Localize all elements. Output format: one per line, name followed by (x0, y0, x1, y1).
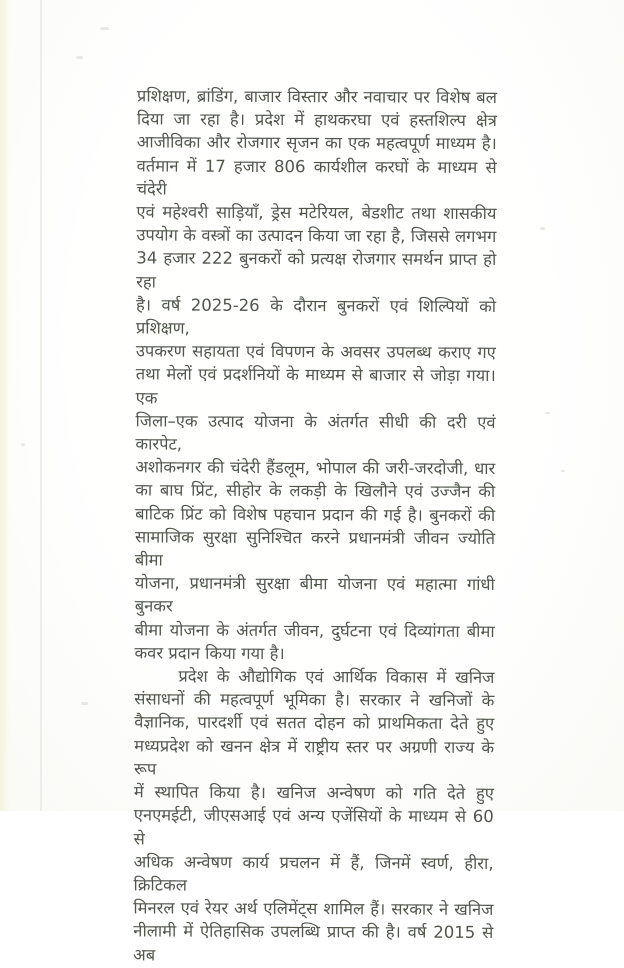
text-line: मिनरल एवं रेयर अर्थ एलिमेंट्स शामिल हैं। सरकार ने खनिज (133, 898, 494, 920)
text-line: में स्थापित किया है। खनिज अन्वेषण को गति देते हुए (133, 782, 494, 804)
text-line: वर्तमान में 17 हजार 806 कार्यशील करघों के माध्यम से चंदेरी (136, 156, 497, 199)
text-line: का बाघ प्रिंट, सीहोर के लकड़ी के खिलौने एवं उज्जैन की (135, 480, 496, 502)
text-line: अधिक अन्वेषण कार्य प्रचलन में हैं, जिनमें स्वर्ण, हीरा, क्रिटिकल (133, 852, 494, 895)
scan-speck (561, 470, 565, 472)
scan-speck (21, 443, 25, 446)
text-line: मध्यप्रदेश को खनन क्षेत्र में राष्ट्रीय स्तर पर अग्रणी राज्य के रूप (133, 736, 495, 779)
text-line: एवं महेश्वरी साड़ियाँ, ड्रेस मटेरियल, बेडशीट तथा शासकीय (136, 202, 497, 224)
scan-speck (545, 412, 550, 414)
text-line: आजीविका और रोजगार सृजन का एक महत्वपूर्ण माध्यम है। (136, 132, 497, 154)
text-line: जिला–एक उत्पाद योजना के अंतर्गत सीधी की दरी एवं कारपेट, (135, 411, 496, 454)
text-line: उपकरण सहायता एवं विपणन के अवसर उपलब्ध कराए गए (135, 341, 496, 363)
scan-edge-strip (0, 0, 9, 811)
text-line: योजना, प्रधानमंत्री सुरक्षा बीमा योजना एवं महात्मा गांधी बुनकर (134, 573, 495, 617)
text-line: प्रशिक्षण, ब्रांडिंग, बाजार विस्तार और नवाचार पर विशेष बल (136, 86, 497, 107)
text-line: बीमा योजना के अंतर्गत जीवन, दुर्घटना एवं दिव्यांगता बीमा (134, 620, 495, 641)
text-line: अशोकनगर की चंदेरी हैंडलूम, भोपाल की जरी-जरदोजी, धार (135, 457, 496, 479)
text-line: तथा मेलों एवं प्रदर्शनियों के माध्यम से बाजार से जोड़ा गया। एक (135, 364, 496, 408)
scan-speck (76, 56, 83, 59)
paragraph-handloom-handicraft (134, 84, 497, 666)
text-line: वैज्ञानिक, पारदर्शी एवं सतत दोहन को प्राथमिकता देते हुए (134, 712, 495, 734)
text-line: दिया जा रहा है। प्रदेश में हाथकरघा एवं हस्तशिल्प क्षेत्र (136, 109, 497, 131)
text-line: कवर प्रदान किया गया है। (134, 643, 285, 663)
scan-fold-line (40, 0, 42, 811)
scan-speck (81, 702, 88, 705)
text-line: नीलामी में ऐतिहासिक उपलब्धि प्राप्त की है। वर्ष 2015 से अब (133, 921, 494, 965)
text-line: 34 हजार 222 बुनकरों को प्रत्यक्ष रोजगार समर्थन प्राप्त हो रहा (136, 248, 497, 292)
document-text (133, 84, 497, 967)
text-line: उपयोग के वस्त्रों का उत्पादन किया जा रहा है, जिससे लगभग (136, 225, 497, 247)
text-line: बाटिक प्रिंट को विशेष पहचान प्रदान की गई है। बुनकरों की (135, 504, 496, 525)
text-line: संसाधनों की महत्वपूर्ण भूमिका है। सरकार ने खनिजों के (134, 689, 495, 711)
text-line: है। वर्ष 2025-26 के दौरान बुनकरों एवं शिल्पियों को प्रशिक्षण, (135, 295, 497, 338)
text-line: प्रदेश के औद्योगिक एवं आर्थिक विकास में खनिज (178, 666, 495, 688)
paragraph-mineral-resources (133, 665, 494, 968)
scan-speck (100, 27, 109, 30)
text-line: सामाजिक सुरक्षा सुनिश्चित करने प्रधानमंत्री जीवन ज्योति बीमा (134, 527, 496, 570)
scan-speck (540, 227, 545, 230)
text-line: एनएमईटी, जीएसआई एवं अन्य एजेंसियों के माध्यम से 60 से (133, 805, 494, 848)
